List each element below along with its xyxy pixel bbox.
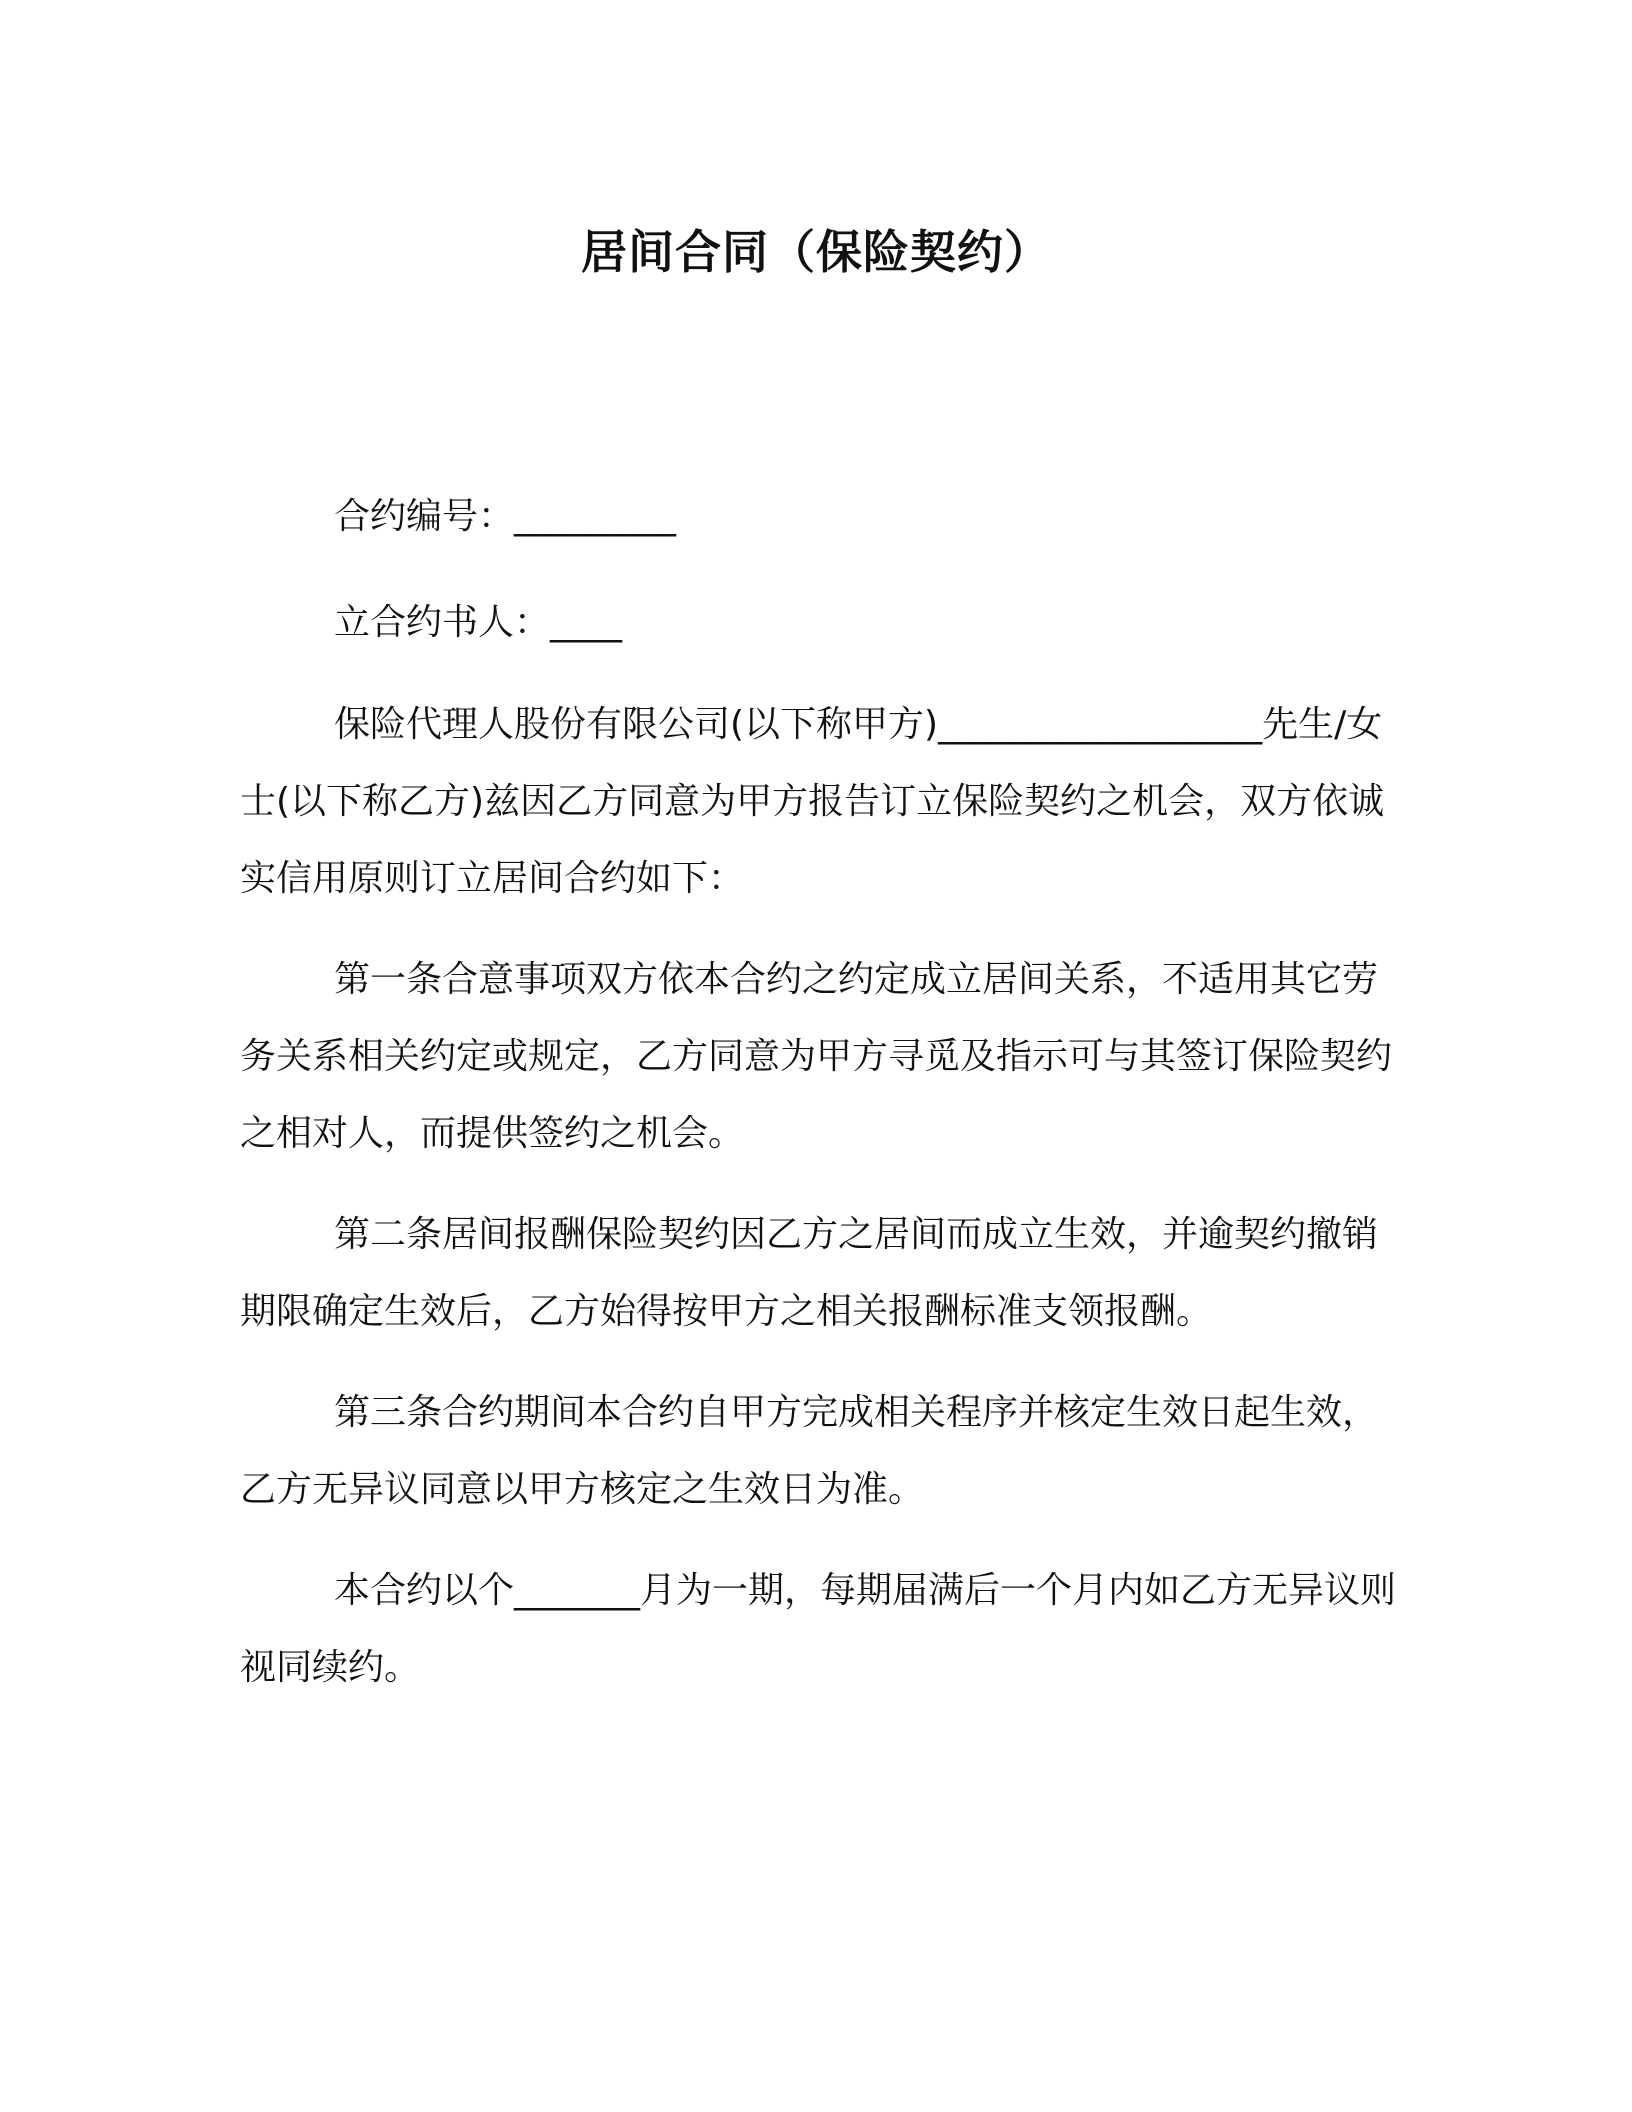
intro-paragraph: 保险代理人股份有限公司(以下称甲方)__________________先生/女士(以下称乙方)兹因乙方同意为甲方报告订立保险契约之机会，双方依诚实信用原则订立居间合约如下： (240, 704, 1385, 899)
contract-term-paragraph: 本合约以个_______月为一期，每期届满后一个月内如乙方无异议则视同续约。 (240, 1570, 1397, 1688)
document-title: 居间合同（保险契约） (581, 225, 1051, 279)
contract-number-line: 合约编号：_________ (334, 496, 677, 537)
article-3-paragraph: 第三条合约期间本合约自甲方完成相关程序并核定生效日起生效，乙方无异议同意以甲方核定之生效日为准。 (240, 1392, 1379, 1510)
article-1-paragraph: 第一条合意事项双方依本合约之约定成立居间关系，不适用其它劳务关系相关约定或规定，乙方同意为甲方寻觅及指示可与其签订保险契约之相对人，而提供签约之机会。 (240, 959, 1393, 1154)
signatory-line: 立合约书人：____ (334, 602, 623, 643)
article-2-paragraph: 第二条居间报酬保险契约因乙方之居间而成立生效，并逾契约撤销期限确定生效后，乙方始得按甲方之相关报酬标准支领报酬。 (240, 1214, 1379, 1332)
